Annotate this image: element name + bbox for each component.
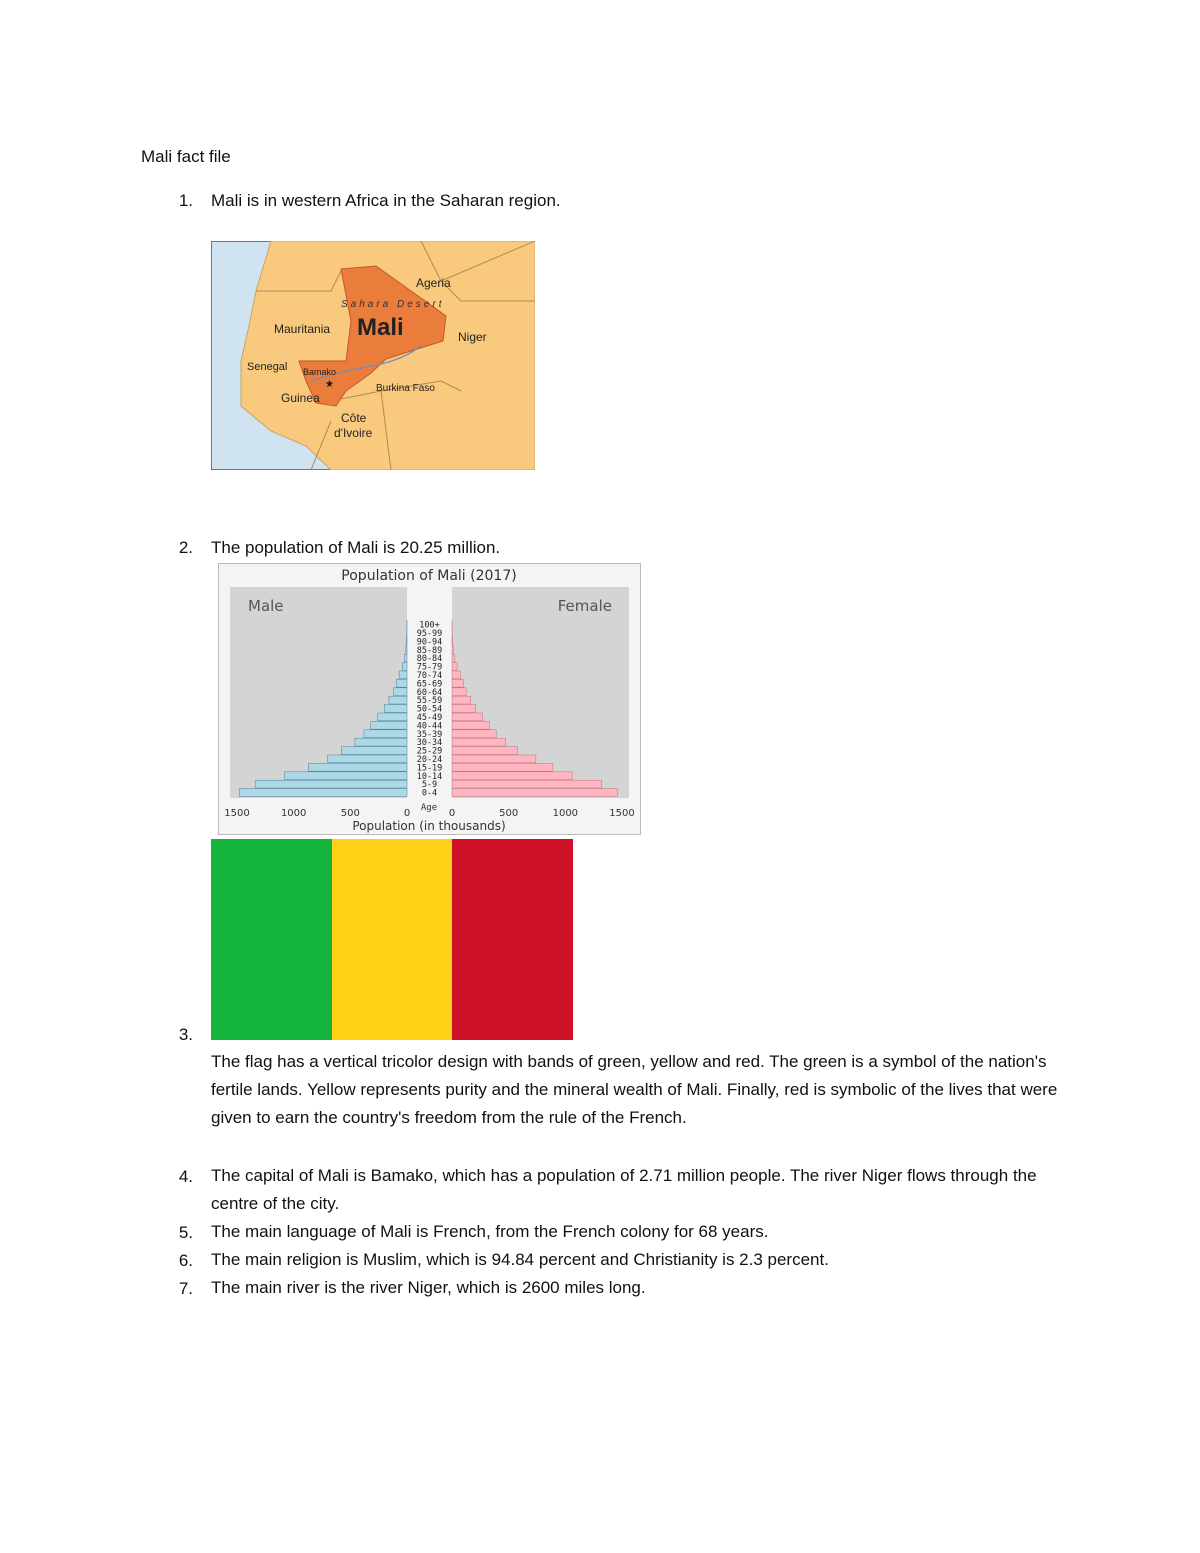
age-label: 15-19 — [416, 763, 443, 774]
list-number: 2. — [178, 538, 193, 557]
age-label: 60-64 — [416, 687, 443, 698]
female-bar-15-19 — [452, 763, 553, 771]
map-label-niger: Niger — [458, 330, 487, 344]
female-bar-10-14 — [452, 772, 572, 780]
age-label: 75-79 — [416, 662, 443, 673]
age-label: 55-59 — [416, 696, 443, 707]
list-number: 7. — [178, 1279, 193, 1298]
female-bar-20-24 — [452, 755, 536, 763]
x-tick-label: 0 — [448, 808, 456, 819]
male-bar-85-89 — [406, 646, 407, 654]
map-label-bamako: Bamako — [303, 367, 337, 377]
male-bar-60-64 — [393, 688, 407, 696]
map-label-mali: Mali — [357, 314, 404, 341]
age-label: 45-49 — [416, 713, 443, 723]
age-label: 80-84 — [416, 654, 443, 665]
female-bar-0-4 — [452, 789, 617, 797]
male-bar-70-74 — [399, 671, 407, 679]
male-bar-50-54 — [384, 705, 407, 713]
female-bar-30-34 — [452, 738, 505, 746]
male-bar-25-29 — [341, 747, 407, 755]
male-bar-90-94 — [406, 637, 407, 645]
map-label-guinea: Guinea — [281, 391, 320, 405]
age-label: 95-99 — [416, 629, 443, 639]
list-item-text: Mali is in western Africa in the Saharan region. — [211, 191, 561, 210]
map-label-cote-1: Côte — [341, 411, 367, 425]
chart-title: Population of Mali (2017) — [341, 568, 517, 584]
male-bar-5-9 — [255, 780, 407, 788]
male-bar-20-24 — [328, 755, 407, 763]
male-bar-30-34 — [355, 738, 407, 746]
male-bar-65-69 — [396, 679, 407, 687]
male-bar-45-49 — [378, 713, 407, 721]
x-tick-label: 500 — [340, 808, 360, 819]
age-label: 0-4 — [421, 788, 438, 799]
female-bar-60-64 — [452, 688, 466, 696]
flag-band-green — [211, 839, 332, 1040]
male-bar-40-44 — [371, 721, 407, 729]
male-label: Male — [248, 597, 284, 615]
age-label: 20-24 — [416, 755, 443, 765]
map-label-cote-2: d'Ivoire — [334, 426, 373, 440]
list-number: 3. — [178, 1025, 193, 1044]
map-label-senegal: Senegal — [247, 361, 288, 373]
age-label: 30-34 — [416, 738, 443, 749]
mali-map — [211, 241, 535, 470]
map-label-burkina: Burkina Faso — [376, 383, 435, 394]
male-bar-55-59 — [389, 696, 407, 704]
female-bar-5-9 — [452, 780, 602, 788]
x-tick-label: 0 — [403, 808, 411, 819]
x-tick-label: 1000 — [552, 808, 579, 819]
list-number: 1. — [178, 191, 193, 210]
female-bar-70-74 — [452, 671, 461, 679]
map-label-mauritania: Mauritania — [274, 322, 331, 336]
age-label: 70-74 — [416, 671, 443, 681]
male-bar-75-79 — [402, 663, 407, 671]
age-label: 90-94 — [416, 637, 443, 648]
female-bar-45-49 — [452, 713, 483, 721]
age-label: 40-44 — [416, 721, 443, 732]
chart-x-label: Population (in thousands) — [352, 819, 506, 833]
mali-flag — [211, 839, 573, 1040]
female-bar-80-84 — [452, 654, 455, 662]
age-axis-header: Age — [420, 803, 438, 813]
list-item-text: The main religion is Muslim, which is 94.84 percent and Christianity is 2.3 percent. — [211, 1250, 829, 1269]
age-label: 35-39 — [416, 729, 443, 740]
female-bar-50-54 — [452, 705, 476, 713]
age-label: 25-29 — [416, 746, 443, 757]
female-bar-25-29 — [452, 747, 518, 755]
flag-band-yellow — [332, 839, 453, 1040]
female-bar-75-79 — [452, 663, 457, 671]
age-label: 50-54 — [416, 704, 443, 715]
page-title: Mali fact file — [141, 147, 231, 166]
male-bar-15-19 — [308, 763, 407, 771]
list-item-text: The capital of Mali is Bamako, which has a population of 2.71 million people. The river Niger flows through the centre of the city. — [211, 1166, 1037, 1213]
age-label: 5-9 — [421, 780, 438, 791]
male-bar-0-4 — [239, 789, 407, 797]
age-label: 65-69 — [416, 679, 443, 690]
x-tick-label: 500 — [499, 808, 519, 819]
age-label: 10-14 — [416, 771, 443, 782]
age-label: 85-89 — [416, 645, 443, 656]
list-item-text: The population of Mali is 20.25 million. — [211, 538, 501, 557]
population-pyramid — [218, 563, 641, 835]
list-number: 5. — [178, 1223, 193, 1242]
list-item-text: The flag has a vertical tricolor design with bands of green, yellow and red. The green is a symbol of the nation's fertile lands. Yellow represents purity and the mineral wealth of Mali. Finally, red is symbolic of the lives that were given to earn the country's freedom from the rule of the French. — [211, 1052, 1058, 1127]
male-bar-80-84 — [405, 654, 407, 662]
x-tick-label: 1500 — [609, 808, 635, 819]
list-item-text: The main river is the river Niger, which is 2600 miles long. — [211, 1278, 646, 1297]
flag-band-red — [452, 839, 573, 1040]
map-label-sahara: Sahara Desert — [341, 299, 445, 310]
female-bar-65-69 — [452, 679, 463, 687]
map-label-algeria: Ageria — [416, 276, 451, 290]
male-bar-10-14 — [285, 772, 407, 780]
male-bar-35-39 — [364, 730, 407, 738]
female-bar-55-59 — [452, 696, 471, 704]
female-bar-40-44 — [452, 721, 489, 729]
female-bar-35-39 — [452, 730, 496, 738]
list-item-text: The main language of Mali is French, from the French colony for 68 years. — [211, 1222, 769, 1241]
x-tick-label: 1500 — [224, 808, 250, 819]
age-label: 100+ — [419, 620, 440, 631]
female-label: Female — [557, 597, 612, 615]
x-tick-label: 1000 — [280, 808, 307, 819]
star-icon: ★ — [325, 379, 334, 390]
female-bar-85-89 — [452, 646, 453, 654]
list-number: 4. — [178, 1167, 193, 1186]
female-bar-90-94 — [452, 637, 453, 645]
list-number: 6. — [178, 1251, 193, 1270]
